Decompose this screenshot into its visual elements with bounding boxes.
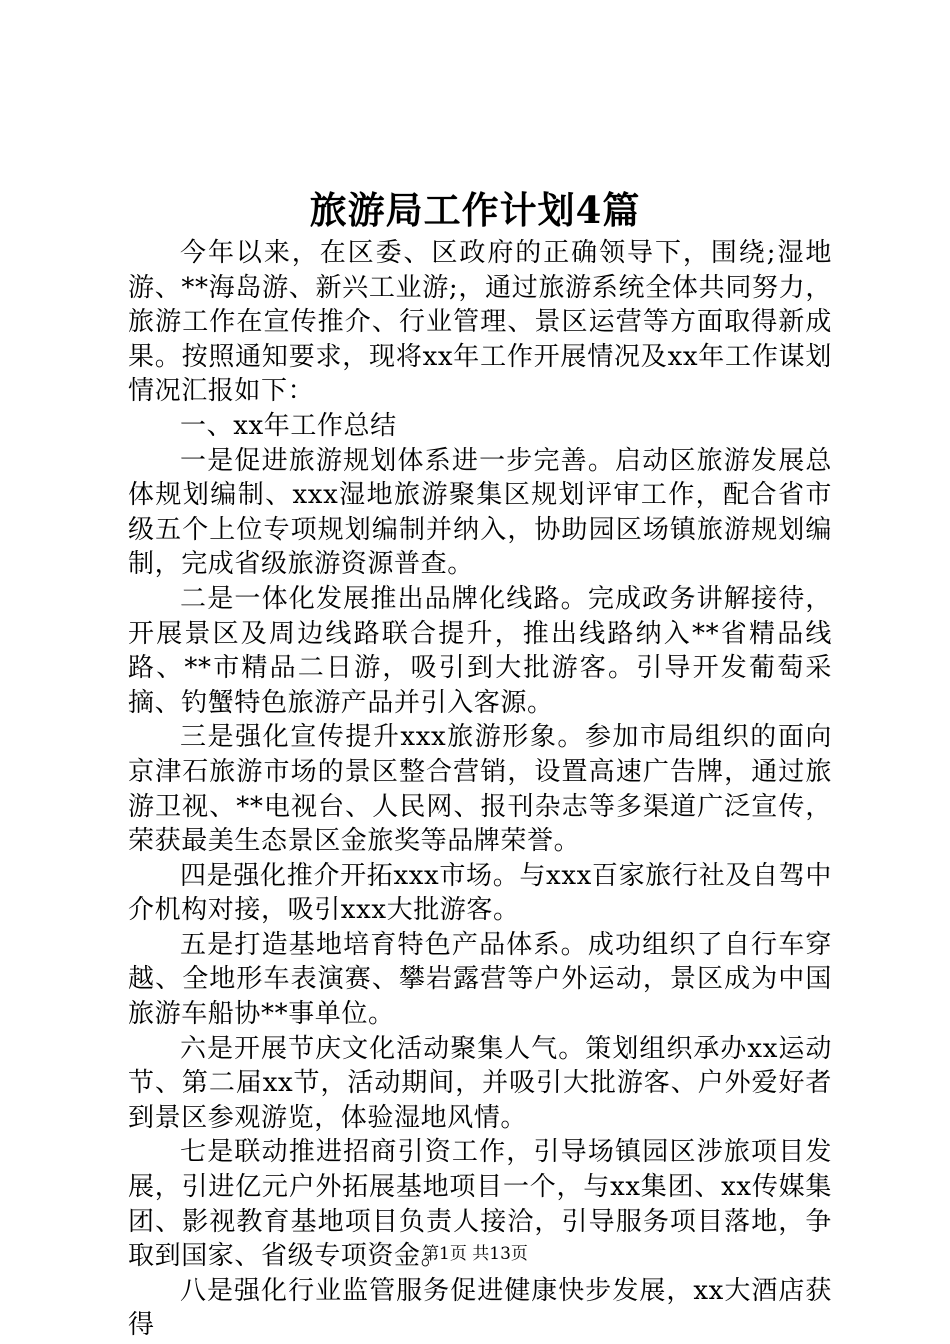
paragraph-item-5: 五是打造基地培育特色产品体系。成功组织了自行车穿越、全地形车表演赛、攀岩露营等户外运动，景区成为中国旅游车船协**事单位。 <box>128 929 832 1030</box>
document-body <box>128 236 832 1343</box>
section-heading: 一、xx年工作总结 <box>180 410 397 441</box>
paragraph-item-7: 七是联动推进招商引资工作，引导场镇园区涉旅项目发展，引进亿元户外拓展基地项目一个，与xx集团、xx传媒集团、影视教育基地项目负责人接洽，引导服务项目落地，争取到国家、省级专项资金。 <box>128 1137 832 1272</box>
paragraph-item-8: 八是强化行业监管服务促进健康快步发展，xx大酒店获得 <box>128 1275 832 1341</box>
paragraph-item-2: 二是一体化发展推出品牌化线路。完成政务讲解接待，开展景区及周边线路联合提升，推出线路纳入**省精品线路、**市精品二日游，吸引到大批游客。引导开发葡萄采摘、钓蟹特色旅游产品并引入客源。 <box>128 583 832 718</box>
paragraph-item-3: 三是强化宣传提升xxx旅游形象。参加市局组织的面向京津石旅游市场的景区整合营销，设置高速广告牌，通过旅游卫视、**电视台、人民网、报刊杂志等多渠道广泛宣传，荣获最美生态景区金旅奖等品牌荣誉。 <box>128 722 832 857</box>
paragraph-intro: 今年以来，在区委、区政府的正确领导下，围绕;湿地游、**海岛游、新兴工业游;，通过旅游系统全体共同努力，旅游工作在宣传推介、行业管理、景区运营等方面取得新成果。按照通知要求，现将xx年工作开展情况及xx年工作谋划情况汇报如下： <box>128 238 832 407</box>
page-footer: 第1页 共13页 <box>422 1244 528 1264</box>
document-title: 旅游局工作计划4篇 <box>309 188 641 232</box>
paragraph-item-4: 四是强化推介开拓xxx市场。与xxx百家旅行社及自驾中介机构对接，吸引xxx大批游客。 <box>128 860 832 926</box>
paragraph-item-6: 六是开展节庆文化活动聚集人气。策划组织承办xx运动节、第二届xx节，活动期间，并吸引大批游客、户外爱好者到景区参观游览，体验湿地风情。 <box>128 1033 832 1133</box>
paragraph-item-1: 一是促进旅游规划体系进一步完善。启动区旅游发展总体规划编制、xxx湿地旅游聚集区规划评审工作，配合省市级五个上位专项规划编制并纳入，协助园区场镇旅游规划编制，完成省级旅游资源普查。 <box>128 445 832 580</box>
